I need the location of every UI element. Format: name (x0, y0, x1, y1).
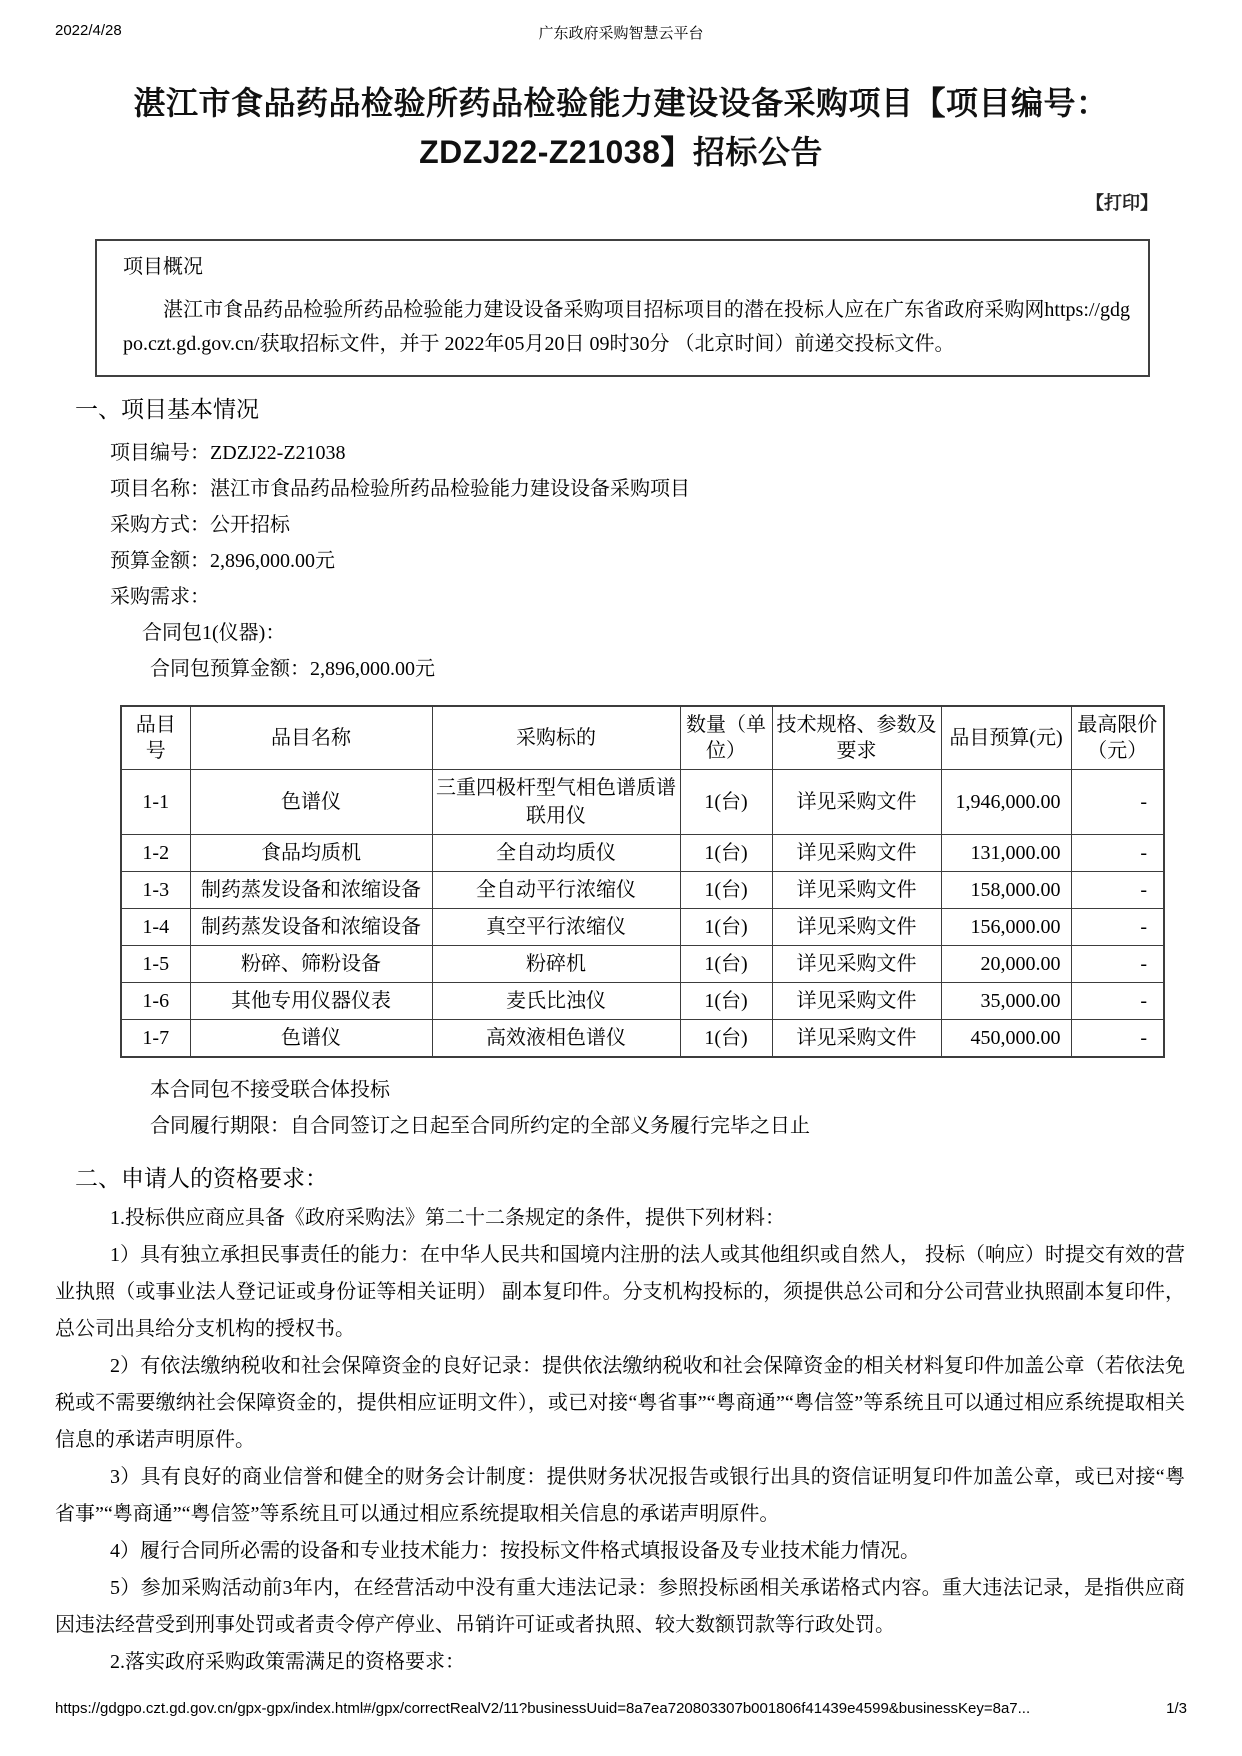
table-cell: 1-1 (121, 770, 190, 835)
table-cell: - (1071, 770, 1164, 835)
table-row (121, 770, 1164, 835)
col-header-specs: 技术规格、参数及要求 (772, 706, 941, 770)
table-cell: 高效液相色谱仪 (432, 1020, 680, 1058)
table-cell: 1-3 (121, 872, 190, 909)
table-cell: 色谱仪 (190, 1020, 432, 1058)
qualification-para: 1.投标供应商应具备《政府采购法》第二十二条规定的条件，提供下列材料： (110, 1207, 785, 1229)
col-header-quantity: 数量（单位） (680, 706, 772, 770)
col-header-item-budget: 品目预算(元) (941, 706, 1071, 770)
field-project-no: 项目编号：ZDZJ22-Z21038 (110, 442, 346, 464)
table-cell: 详见采购文件 (772, 872, 941, 909)
table-cell: 158,000.00 (941, 872, 1071, 909)
footer-url: https://gdgpo.czt.gd.gov.cn/gpx-gpx/index.html#/gpx/correctRealV2/11?businessUuid=8a7ea720803307b001806f41439e4599&businessKey=8a7... (55, 1700, 1031, 1717)
qualification-para: 3）具有良好的商业信誉和健全的财务会计制度：提供财务状况报告或银行出具的资信证明复印件加盖公章，或已对接“粤省事”“粤商通”“粤信签”等系统且可以通过相应系统提取相关信息的承诺声明原件。 (55, 1466, 1185, 1525)
table-header-row (121, 706, 1164, 770)
table-cell: 粉碎、筛粉设备 (190, 946, 432, 983)
project-overview-box (95, 239, 1150, 377)
table-cell: - (1071, 983, 1164, 1020)
table-row (121, 835, 1164, 872)
print-row (0, 189, 1158, 215)
field-method: 采购方式：公开招标 (110, 514, 290, 536)
table-cell: 粉碎机 (432, 946, 680, 983)
qualification-para: 4）履行合同所必需的设备和专业技术能力：按投标文件格式填报设备及专业技术能力情况。 (110, 1540, 920, 1562)
page-title: 湛江市食品药品检验所药品检验能力建设设备采购项目【项目编号：ZDZJ22-Z21038】招标公告 (133, 85, 1109, 170)
table-cell: 1,946,000.00 (941, 770, 1071, 835)
col-header-subject: 采购标的 (432, 706, 680, 770)
table-cell: 色谱仪 (190, 770, 432, 835)
print-button[interactable]: 【打印】 (1086, 193, 1158, 213)
table-cell: 详见采购文件 (772, 946, 941, 983)
field-project-name: 项目名称：湛江市食品药品检验所药品检验能力建设设备采购项目 (110, 478, 690, 500)
basic-info-fields (110, 435, 1242, 615)
table-cell: 全自动均质仪 (432, 835, 680, 872)
table-cell: 35,000.00 (941, 983, 1071, 1020)
table-cell: 156,000.00 (941, 909, 1071, 946)
table-cell: 1-6 (121, 983, 190, 1020)
qualification-para: 5）参加采购活动前3年内，在经营活动中没有重大违法记录：参照投标函相关承诺格式内容。重大违法记录，是指供应商因违法经营受到刑事处罚或者责令停产停业、吊销许可证或者执照、较大数额罚款等行政处罚。 (55, 1577, 1185, 1636)
table-cell: 1-7 (121, 1020, 190, 1058)
table-cell: 食品均质机 (190, 835, 432, 872)
section-qualification-heading: 二、申请人的资格要求： (75, 1166, 328, 1191)
table-cell: 1(台) (680, 946, 772, 983)
table-cell: 全自动平行浓缩仪 (432, 872, 680, 909)
procurement-items-table (120, 705, 1165, 1058)
table-cell: 1(台) (680, 1020, 772, 1058)
table-cell: - (1071, 909, 1164, 946)
table-cell: 20,000.00 (941, 946, 1071, 983)
table-cell: 1-4 (121, 909, 190, 946)
print-header (0, 0, 1242, 43)
table-cell: 1-2 (121, 835, 190, 872)
field-budget: 预算金额：2,896,000.00元 (110, 550, 335, 572)
table-cell: 1-5 (121, 946, 190, 983)
site-name: 广东政府采购智慧云平台 (538, 25, 704, 42)
table-cell: 详见采购文件 (772, 770, 941, 835)
table-cell: 1(台) (680, 835, 772, 872)
package-line: 合同包1(仪器)： (142, 622, 286, 644)
qualification-para: 2.落实政府采购政策需满足的资格要求： (110, 1651, 465, 1673)
table-cell: 麦氏比浊仪 (432, 983, 680, 1020)
qualification-paragraphs (55, 1200, 1185, 1681)
table-cell: 1(台) (680, 872, 772, 909)
table-row (121, 983, 1164, 1020)
qualification-para: 1）具有独立承担民事责任的能力：在中华人民共和国境内注册的法人或其他组织或自然人， 投标（响应）时提交有效的营业执照（或事业法人登记证或身份证等相关证明） 副本复印件。分支机构投标的，须提供总公司和分公司营业执照副本复印件，总公司出具给分支机构的授权书。 (55, 1244, 1185, 1340)
table-cell: 1(台) (680, 983, 772, 1020)
col-header-item-name: 品目名称 (190, 706, 432, 770)
print-footer (55, 1700, 1187, 1717)
print-date: 2022/4/28 (55, 22, 122, 39)
table-cell: - (1071, 1020, 1164, 1058)
qualification-para: 2）有依法缴纳税收和社会保障资金的良好记录：提供依法缴纳税收和社会保障资金的相关材料复印件加盖公章（若依法免税或不需要缴纳社会保障资金的，提供相应证明文件），或已对接“粤省事”“粤商通”“粤信签”等系统且可以通过相应系统提取相关信息的承诺声明原件。 (55, 1355, 1185, 1451)
package-budget-line: 合同包预算金额：2,896,000.00元 (150, 658, 435, 680)
table-cell: 详见采购文件 (772, 983, 941, 1020)
col-header-item-no: 品目号 (121, 706, 190, 770)
table-cell: 其他专用仪器仪表 (190, 983, 432, 1020)
table-cell: - (1071, 872, 1164, 909)
note-contract-duration: 合同履行期限：自合同签订之日起至合同所约定的全部义务履行完毕之日止 (150, 1115, 810, 1137)
table-cell: 真空平行浓缩仪 (432, 909, 680, 946)
overview-body: 湛江市食品药品检验所药品检验能力建设设备采购项目招标项目的潜在投标人应在广东省政府采购网https://gdgpo.czt.gd.gov.cn/获取招标文件，并于 2022年05月20日 09时30分 （北京时间）前递交投标文件。 (123, 299, 1130, 355)
table-row (121, 872, 1164, 909)
col-header-price-cap: 最高限价（元） (1071, 706, 1164, 770)
table-cell: 详见采购文件 (772, 1020, 941, 1058)
table-row (121, 1020, 1164, 1058)
note-no-consortium: 本合同包不接受联合体投标 (150, 1079, 390, 1101)
table-cell: - (1071, 946, 1164, 983)
table-cell: 制药蒸发设备和浓缩设备 (190, 909, 432, 946)
table-row (121, 909, 1164, 946)
table-cell: 131,000.00 (941, 835, 1071, 872)
section-basic-info-heading: 一、项目基本情况 (75, 397, 259, 422)
table-cell: 三重四极杆型气相色谱质谱联用仪 (432, 770, 680, 835)
footer-page-number: 1/3 (1166, 1700, 1187, 1717)
table-cell: 详见采购文件 (772, 909, 941, 946)
overview-heading: 项目概况 (123, 256, 203, 278)
field-demand: 采购需求： (110, 586, 210, 608)
table-cell: 450,000.00 (941, 1020, 1071, 1058)
table-cell: - (1071, 835, 1164, 872)
table-cell: 详见采购文件 (772, 835, 941, 872)
table-cell: 1(台) (680, 770, 772, 835)
table-row (121, 946, 1164, 983)
table-cell: 制药蒸发设备和浓缩设备 (190, 872, 432, 909)
table-cell: 1(台) (680, 909, 772, 946)
